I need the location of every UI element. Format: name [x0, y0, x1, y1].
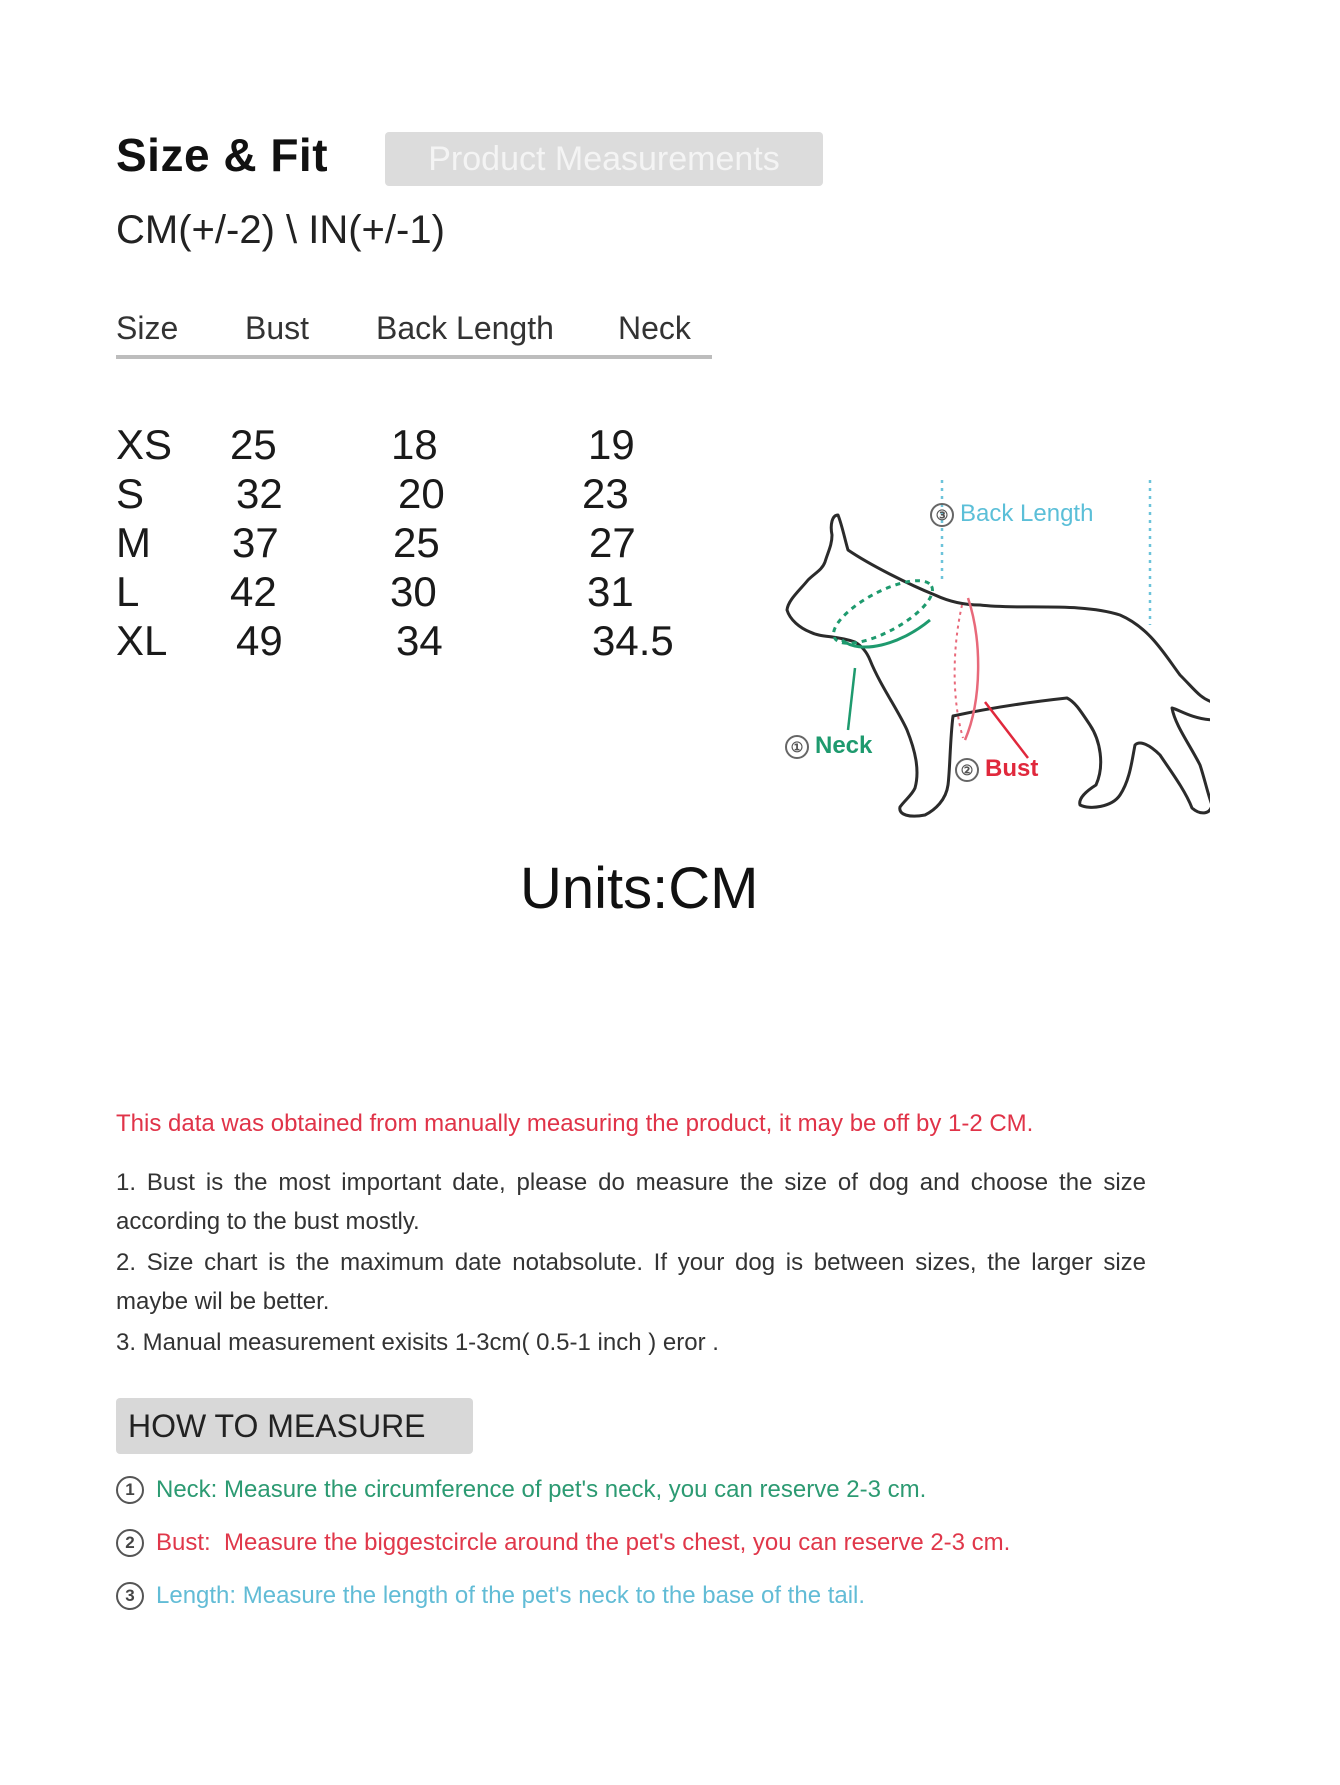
- cell-bust: 32: [236, 470, 283, 517]
- step-bust: [116, 1529, 1010, 1557]
- cell-neck: 34.5: [592, 617, 674, 664]
- how-to-measure-heading: HOW TO MEASURE: [116, 1398, 473, 1454]
- column-header-back-length: Back Length: [376, 310, 554, 346]
- cell-size: L: [116, 568, 140, 615]
- neck-pointer-line: [848, 668, 855, 730]
- number-2-icon: ②: [955, 758, 979, 782]
- cell-neck: 27: [589, 519, 636, 566]
- header-divider: [116, 355, 712, 359]
- bust-label: [955, 755, 1038, 783]
- step-text: Bust: Measure the biggestcircle around the pet's chest, you can reserve 2-3 cm.: [156, 1529, 1011, 1556]
- cell-size: XL: [116, 617, 168, 664]
- column-header-size: Size: [116, 310, 179, 346]
- tolerance-note: CM(+/-2) \ IN(+/-1): [116, 208, 445, 252]
- bust-pointer-line: [985, 702, 1028, 758]
- cell-size: S: [116, 470, 145, 517]
- cell-back-length: 34: [396, 617, 443, 664]
- measurement-notice: This data was obtained from manually measuring the product, it may be off by 1-2 CM.: [116, 1110, 1034, 1137]
- cell-size: M: [116, 519, 151, 566]
- bust-text: Bust: [985, 755, 1039, 782]
- cell-size: XS: [116, 421, 173, 468]
- cell-back-length: 20: [398, 470, 445, 517]
- cell-neck: 19: [588, 421, 635, 468]
- cell-back-length: 18: [391, 421, 438, 468]
- step-text: Length: Measure the length of the pet's neck to the base of the tail.: [156, 1582, 866, 1609]
- circled-number-3-icon: 3: [116, 1582, 144, 1610]
- cell-neck: 23: [582, 470, 629, 517]
- neck-text: Neck: [815, 732, 873, 759]
- bust-band-back: [955, 605, 963, 738]
- back-length-text: Back Length: [960, 500, 1094, 527]
- cell-bust: 49: [236, 617, 283, 664]
- note-1: 1. Bust is the most important date, please do measure the size of dog and choose the size according to the bust mostly.: [116, 1169, 1146, 1235]
- cell-bust: 25: [230, 421, 277, 468]
- cell-back-length: 30: [390, 568, 437, 615]
- product-measurements-badge: Product Measurements: [385, 132, 823, 186]
- page-title: Size & Fit: [116, 129, 329, 181]
- step-length: [116, 1582, 865, 1610]
- cell-bust: 42: [230, 568, 277, 615]
- step-neck: [116, 1476, 926, 1504]
- neck-collar-back: [825, 569, 941, 656]
- note-2: 2. Size chart is the maximum date notabsolute. If your dog is between sizes, the larger size maybe wil be better.: [116, 1249, 1146, 1315]
- cell-back-length: 25: [393, 519, 440, 566]
- cell-neck: 31: [587, 568, 634, 615]
- neck-label: [785, 732, 872, 760]
- back-length-label: [930, 500, 1093, 528]
- column-header-bust: Bust: [245, 310, 310, 346]
- number-3-icon: ③: [930, 503, 954, 527]
- circled-number-2-icon: 2: [116, 1529, 144, 1557]
- circled-number-1-icon: 1: [116, 1476, 144, 1504]
- note-3: 3. Manual measurement exisits 1-3cm( 0.5-1 inch ) eror .: [116, 1329, 719, 1356]
- step-text: Neck: Measure the circumference of pet's neck, you can reserve 2-3 cm.: [156, 1476, 927, 1503]
- cell-bust: 37: [232, 519, 279, 566]
- number-1-icon: ①: [785, 735, 809, 759]
- bust-band-front: [965, 598, 978, 740]
- column-header-neck: Neck: [618, 310, 691, 346]
- units-label: Units:CM: [520, 856, 759, 921]
